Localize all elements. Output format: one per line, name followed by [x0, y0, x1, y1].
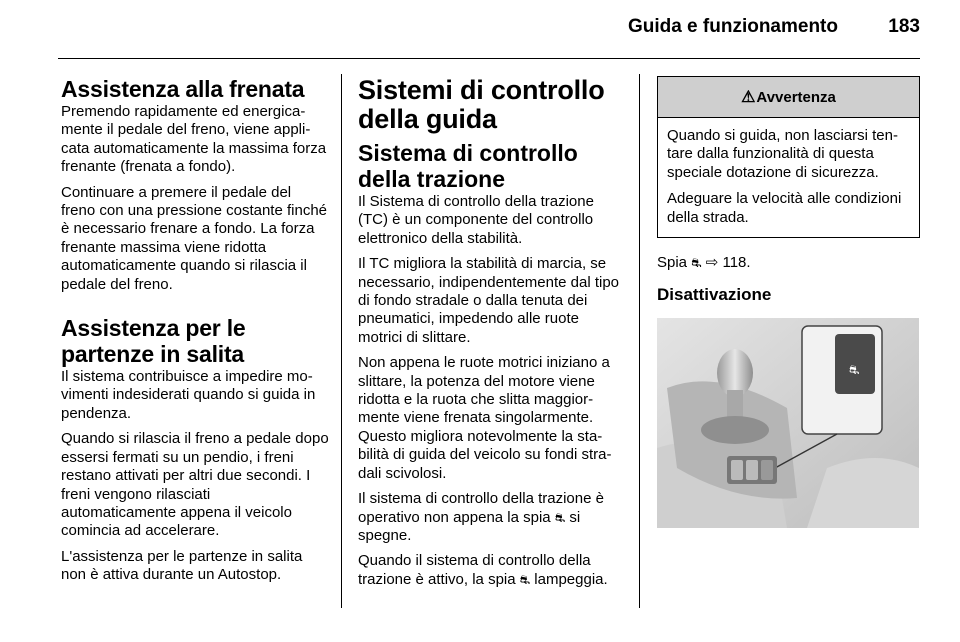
warning-paragraph-1: Quando si guida, non lasciarsi tentare dalla funzionalità di questa speciale dotazione di sicurezza. — [667, 127, 898, 181]
hill-paragraph-3: L'assistenza per le partenze in salita non è attiva durante un Autostop. — [61, 547, 303, 584]
tc-paragraph-2: Il TC migliora la stabilità di marcia, se necessario, indipendentemente dal tipo di fondo stradale o dalla tenuta dei pneumatici, impedendo alle ruote motrici di slittare. — [358, 255, 620, 346]
warning-body — [658, 118, 919, 237]
heading-driving-control-systems: Sistemi di controllo della guida — [358, 75, 605, 134]
hill-paragraph-1: Il sistema contribuisce a impedire movimenti indesiderati quando si guida in pendenza. — [61, 368, 316, 422]
warning-paragraph-2: Adeguare la velocità alle condizioni della strada. — [667, 190, 902, 226]
hill-paragraph-2: Quando si rilascia il freno a pedale dopo essersi fermati su un pendio, i freni restano attivati per altri due secondi. I freni vengono rilasciati automaticamente appena il veicolo comincia ad accelerare. — [61, 430, 329, 540]
warning-header — [658, 77, 919, 118]
page-header — [0, 0, 960, 58]
tc-paragraph-4: Il sistema di controllo della trazione è operativo non appena la spia ⛐ si spegne. — [358, 490, 604, 544]
traction-button-photo — [657, 318, 919, 528]
heading-hill-start-assist: Assistenza per le partenze in salita — [61, 315, 246, 368]
tc-button-icon: ⛐ — [849, 362, 860, 377]
warning-title: Avvertenza — [756, 88, 836, 106]
column-1 — [61, 76, 329, 592]
header-divider — [58, 58, 920, 59]
spia-reference: Spia ⛐ ⇨ 118. — [657, 254, 751, 272]
heading-brake-assist: Assistenza alla frenata — [61, 76, 305, 102]
tc-paragraph-1: Il Sistema di controllo della trazione (TC) è un componente del controllo elettronico della stabilità. — [358, 193, 594, 247]
brake-paragraph-2: Continuare a premere il pedale del freno con una pressione costante finché è necessario frenare a fondo. La forza frenante massima viene ridotta automaticamente quando si rilascia il pedale del freno. — [61, 183, 328, 293]
tc-lamp-icon: ⛐ — [519, 572, 531, 587]
reference-page: 118. — [718, 254, 751, 272]
tc-lamp-icon: ⛐ — [691, 256, 702, 271]
column-divider-1 — [341, 74, 342, 608]
page-number: 183 — [888, 16, 920, 37]
warning-box — [657, 76, 920, 238]
reference-arrow-icon: ⇨ — [705, 254, 719, 272]
running-section-title: Guida e funzionamento — [627, 16, 838, 37]
brake-paragraph-1: Premendo rapidamente ed energicamente il pedale del freno, viene applicata automaticamente la massima forza frenante (frenata a fondo). — [61, 103, 327, 176]
tc-paragraph-5: Quando il sistema di controllo della trazione è attivo, la spia ⛐ lampeggia. — [358, 552, 608, 588]
column-3 — [657, 76, 920, 533]
column-2 — [358, 76, 626, 596]
heading-traction-control: Sistema di controllo della trazione — [358, 140, 578, 192]
column-divider-2 — [639, 74, 640, 608]
tc-lamp-icon: ⛐ — [554, 510, 566, 525]
warning-triangle-icon: ⚠ — [741, 89, 756, 106]
tc-paragraph-3: Non appena le ruote motrici iniziano a slittare, la potenza del motore viene ridotta e la ruota che slitta maggiormente viene frenata singolarmente. Questo migliora notevolmente la stabilità di guida del veicolo su fondi stradali scivolosi. — [358, 354, 612, 482]
heading-deactivation: Disattivazione — [657, 285, 772, 305]
